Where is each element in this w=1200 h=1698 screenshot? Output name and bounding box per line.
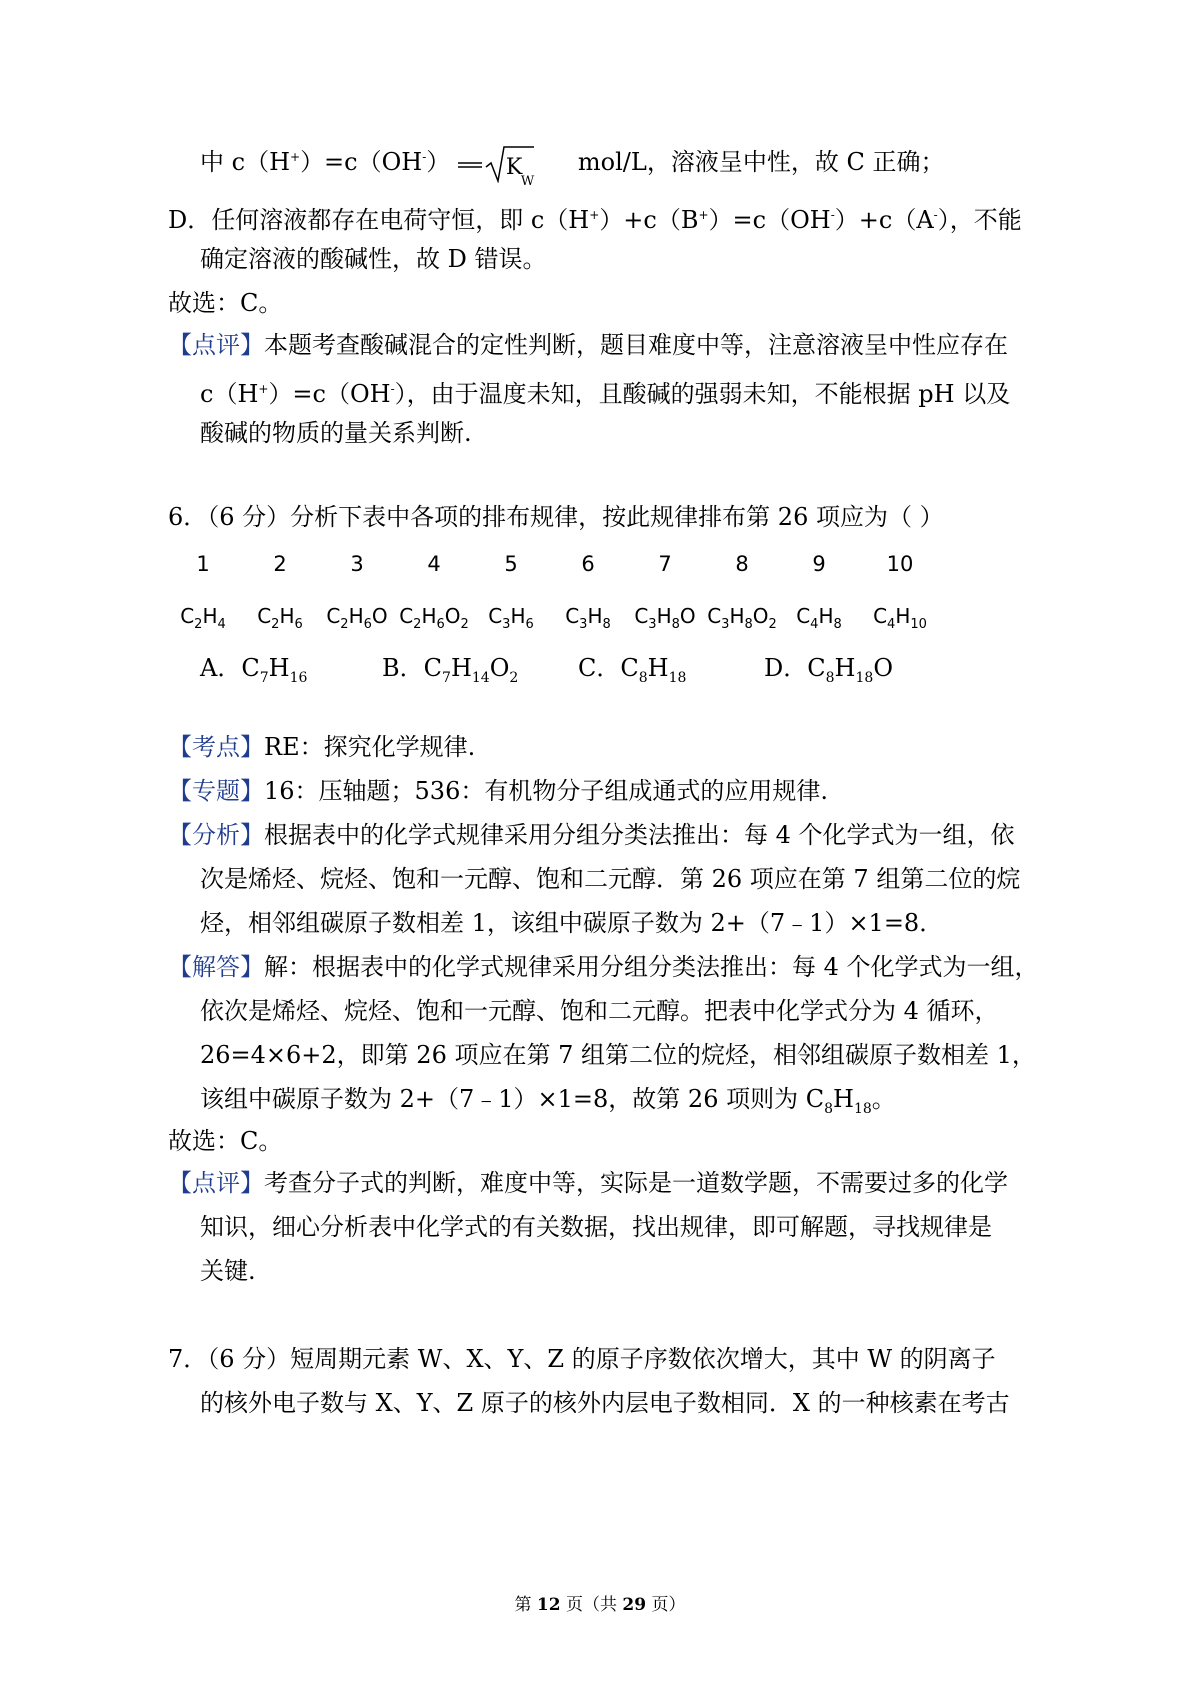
- sequence-index: 8: [735, 552, 749, 576]
- answer-option: C．$C_8H_{18}$: [578, 654, 687, 686]
- sequence-index: 1: [196, 552, 210, 576]
- sequence-index: 10: [886, 552, 914, 576]
- q5-option-d-line2: 确定溶液的酸碱性，故 D 错误。: [200, 245, 547, 273]
- option-label: C．: [578, 654, 621, 682]
- sequence-formula: $C_2H_6O$: [326, 604, 388, 632]
- page-total: 29: [622, 1595, 647, 1615]
- q6-kaodian: 【考点】RE：探究化学规律.: [168, 733, 476, 761]
- q7-line1: 7．（6 分）短周期元素 W、X、Y、Z 的原子序数依次增大，其中 W 的阴离子: [168, 1345, 996, 1373]
- page-number: 12: [536, 1595, 561, 1615]
- sequence-formula: $C_4H_{10}$: [873, 604, 927, 632]
- q6-zhuanti: 【专题】16：压轴题；536：有机物分子组成通式的应用规律.: [168, 777, 828, 805]
- q5-review-line2: c（H+）=c（OH-），由于温度未知，且酸碱的强弱未知，不能根据 pH 以及: [200, 380, 1011, 408]
- answer-option: D．$C_8H_{18}O$: [764, 654, 893, 686]
- option-label: A．: [200, 654, 242, 682]
- q5-answer: 故选：C。: [168, 289, 283, 317]
- q5-option-d-line1: D．任何溶液都存在电荷守恒，即 c（H+）+c（B+）=c（OH-）+c（A-），不能: [168, 206, 1022, 234]
- q5-review-line1: 【点评】本题考查酸碱混合的定性判断，题目难度中等，注意溶液呈中性应存在: [168, 331, 1008, 359]
- sequence-formula: $C_3H_8O_2$: [707, 604, 777, 632]
- q6-jieda-line1: 【解答】解：根据表中的化学式规律采用分组分类法推出：每 4 个化学式为一组，: [168, 953, 1039, 981]
- sequence-index: 9: [812, 552, 826, 576]
- q5-review-line3: 酸碱的物质的量关系判断.: [200, 419, 472, 447]
- sequence-index: 3: [350, 552, 364, 576]
- sequence-index: 7: [658, 552, 672, 576]
- sequence-formula: $C_3H_6$: [488, 604, 534, 632]
- q6-jieda-line2: 依次是烯烃、烷烃、饱和一元醇、饱和二元醇。把表中化学式分为 4 循环，: [200, 997, 999, 1025]
- sequence-index: 5: [504, 552, 518, 576]
- q6-fenxi-line1: 【分析】根据表中的化学式规律采用分组分类法推出：每 4 个化学式为一组，依: [168, 821, 1015, 849]
- sequence-formula: $C_3H_8$: [565, 604, 611, 632]
- page-footer: 第 12 页（共 29 页）: [514, 1595, 686, 1615]
- sequence-formula: $C_2H_6$: [257, 604, 303, 632]
- sequence-index: 6: [581, 552, 595, 576]
- q6-jieda-line3: 26=4×6+2，即第 26 项应在第 7 组第二位的烷烃，相邻组碳原子数相差 1，: [200, 1041, 1036, 1069]
- q6-review-line3: 关键.: [200, 1257, 256, 1285]
- q5-line-c-conclusion: 中 c（H+）=c（OH-） K W mol/L，溶液呈中性，故 C 正确；: [200, 140, 944, 179]
- sequence-index: 4: [427, 552, 441, 576]
- q6-jieda-line4: 该组中碳原子数为 2+（7﹣1）×1=8，故第 26 项则为 $C_8H_{18}$。: [200, 1085, 896, 1117]
- answer-option: A．$C_7H_{16}$: [200, 654, 308, 686]
- sequence-formula: $C_3H_8O$: [634, 604, 696, 632]
- review-tag: 【点评】: [168, 331, 264, 359]
- q7-line2: 的核外电子数与 X、Y、Z 原子的核外内层电子数相同．X 的一种核素在考古: [200, 1389, 1010, 1417]
- sqrt-kw-formula: K W: [458, 149, 578, 179]
- kw-symbol: K: [505, 154, 523, 180]
- option-label: B．: [382, 654, 424, 682]
- sequence-index: 2: [273, 552, 287, 576]
- q6-review-line2: 知识，细心分析表中化学式的有关数据，找出规律，即可解题，寻找规律是: [200, 1213, 992, 1241]
- sequence-formula: $C_2H_6O_2$: [399, 604, 469, 632]
- q6-fenxi-line3: 烃，相邻组碳原子数相差 1，该组中碳原子数为 2+（7﹣1）×1=8．: [200, 909, 944, 937]
- q6-answer: 故选：C。: [168, 1127, 283, 1155]
- q6-review-line1: 【点评】考查分子式的判断，难度中等，实际是一道数学题，不需要过多的化学: [168, 1169, 1008, 1197]
- q6-stem: 6．（6 分）分析下表中各项的排布规律，按此规律排布第 26 项应为（ ）: [168, 503, 944, 531]
- sequence-formula: $C_4H_8$: [796, 604, 842, 632]
- q6-fenxi-line2: 次是烯烃、烷烃、饱和一元醇、饱和二元醇．第 26 项应在第 7 组第二位的烷: [200, 865, 1021, 893]
- sequence-formula: $C_2H_4$: [180, 604, 226, 632]
- option-label: D．: [764, 654, 808, 682]
- answer-option: B．$C_7H_{14}O_2$: [382, 654, 519, 686]
